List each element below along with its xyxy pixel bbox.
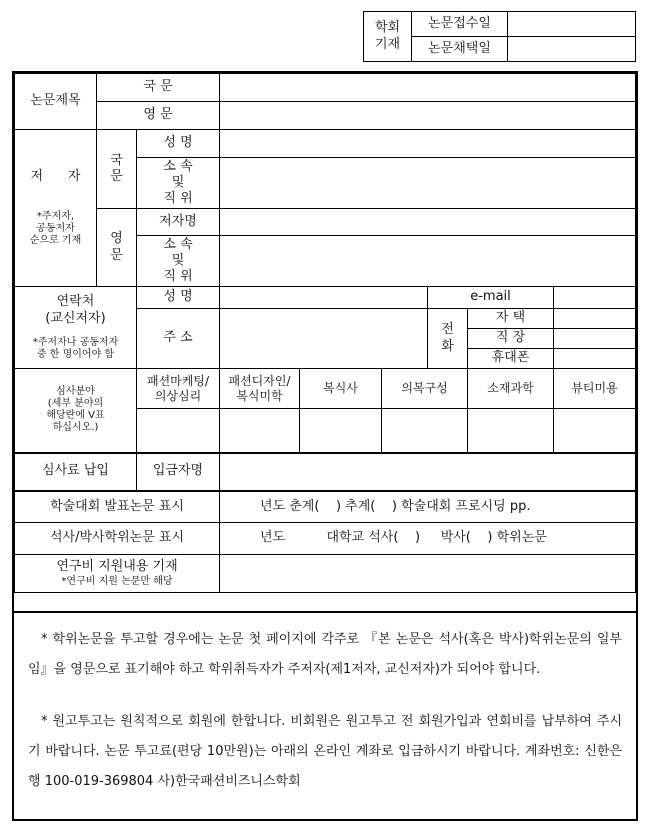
funding-field[interactable] [220,555,636,593]
phone-home-label: 자 택 [468,309,554,329]
author-note: *주저자, 공동저자 순으로 기재 [29,211,82,247]
email-label: e-mail [428,287,554,309]
phone-mobile-field[interactable] [554,349,636,369]
depositor-field[interactable] [220,453,636,491]
registry-label: 학회 기재 [364,12,412,62]
contact-address-field[interactable] [220,309,428,369]
author-english-name-field[interactable] [220,209,636,236]
category-check-fashion-design[interactable] [220,409,300,453]
category-fashion-design: 패션디자인/ 복식미학 [220,369,300,409]
author-korean-group: 국 문 [97,130,137,209]
category-costume-history: 복식사 [300,369,382,409]
thesis-label: 석사/박사학위논문 표시 [15,523,220,555]
category-check-costume-history[interactable] [300,409,382,453]
phone-group: 전 화 [428,309,468,369]
phone-home-field[interactable] [554,309,636,329]
author-korean-affil-label: 소 속 및 직 위 [137,158,220,209]
note-thesis: * 학위논문을 투고할 경우에는 논문 첫 페이지에 각주로 『본 논문은 석사(혹은 박사)학위논문의 일부임』을 영문으로 표기해야 하고 학위취득자가 주저자(제1저자, 교신저자)가 되어야 합니다. [28,632,622,677]
phone-mobile-label: 휴대폰 [468,349,554,369]
submission-form [12,71,638,821]
category-check-beauty[interactable] [554,409,636,453]
review-label: 심사분야 (세부 분야의 해당란에 V표 하십시오.) [15,369,137,453]
contact-note: *주저자나 공동저자 중 한 명이어야 함 [32,336,119,360]
depositor-label: 입금자명 [137,453,220,491]
author-english-affil-field[interactable] [220,236,636,287]
phone-office-label: 직 장 [468,329,554,349]
note-submission: * 원고투고는 원칙적으로 회원에 한합니다. 비회원은 원고투고 전 회원가입과 연회비를 납부하여 주시기 바랍니다. 논문 투고료(편당 10만원)는 아래의 온라인 계좌로 입금하시기 바랍니다. 계좌번호: 신한은행 100-019-369804 사)한국패션비즈니스학회 [28,714,622,789]
email-field[interactable] [554,287,636,309]
conference-label-visible: 학술대회 발표논문 표시 [15,491,220,523]
author-english-group: 영 문 [97,209,137,287]
author-korean-name-label: 성 명 [137,130,220,158]
contact-name-label: 성 명 [137,287,220,309]
category-beauty: 뷰티미용 [554,369,636,409]
title-korean-label: 국 문 [97,74,220,102]
contact-label-cell [15,287,137,369]
category-check-textile-science[interactable] [468,409,554,453]
category-textile-science: 소재과학 [468,369,554,409]
fee-label: 심사료 납입 [15,453,137,491]
author-label-cell [15,130,97,287]
title-english-field[interactable] [220,102,636,130]
conference-text[interactable]: 년도 춘계( ) 추계( ) 학술대회 프로시딩 pp. [220,491,636,523]
funding-label-cell [15,555,220,593]
registry-table [363,11,636,62]
received-date-field[interactable] [508,12,636,37]
category-check-fashion-marketing[interactable] [137,409,220,453]
author-label: 저 자 [30,168,81,184]
contact-name-field[interactable] [220,287,428,309]
title-korean-field[interactable] [220,74,636,102]
title-label: 논문제목 [15,74,97,130]
funding-note: *연구비 지원 논문만 해당 [61,575,173,587]
author-english-name-label: 저자명 [137,209,220,236]
accepted-date-field[interactable] [508,37,636,62]
contact-address-label: 주 소 [137,309,220,369]
contact-label: 연락처 (교신저자) [45,294,106,326]
notes-section [14,611,636,819]
accepted-date-label: 논문채택일 [412,37,508,62]
form-table [14,73,636,593]
category-fashion-marketing: 패션마케팅/ 의상심리 [137,369,220,409]
author-english-affil-label: 소 속 및 직 위 [137,236,220,287]
author-korean-name-field[interactable] [220,130,636,158]
thesis-text[interactable]: 년도 대학교 석사( ) 박사( ) 학위논문 [220,523,636,555]
received-date-label: 논문접수일 [412,12,508,37]
author-korean-affil-field[interactable] [220,158,636,209]
phone-office-field[interactable] [554,329,636,349]
category-check-clothing-construction[interactable] [382,409,468,453]
funding-label: 연구비 지원내용 기재 [56,559,178,575]
title-english-label: 영 문 [97,102,220,130]
category-clothing-construction: 의복구성 [382,369,468,409]
